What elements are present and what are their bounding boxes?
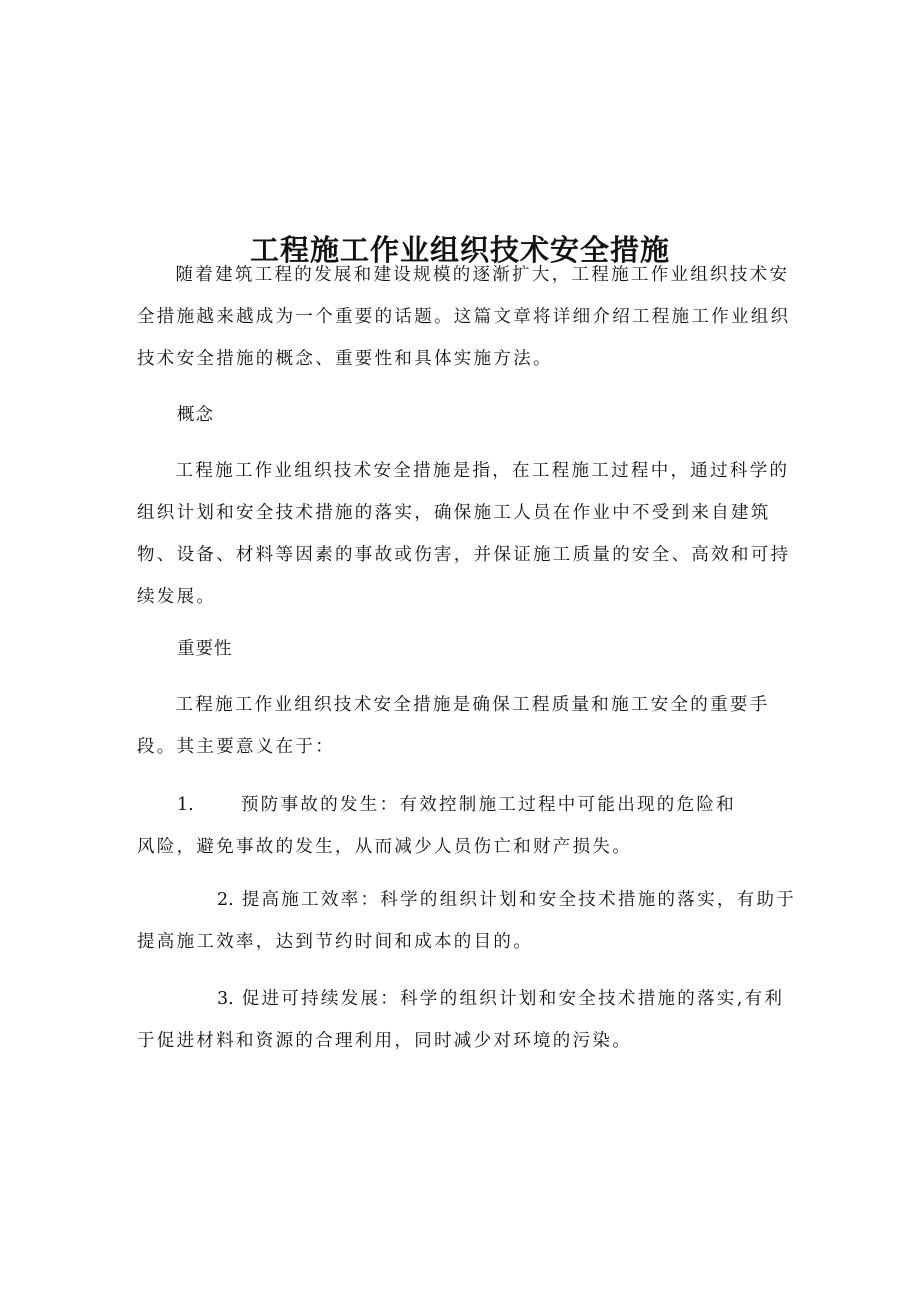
intro-paragraph: 随着建筑工程的发展和建设规模的逐渐扩大，工程施工作业组织技术安全措施越来越成为一个重要的话题。这篇文章将详细介绍工程施工作业组织技术安全措施的概念、重要性和具体实施方法。 — [137, 265, 791, 369]
list-item-text: 促进可持续发展：科学的组织计划和安全技术措施的落实,有利于促进材料和资源的合理利用，同时减少对环境的污染。 — [137, 989, 785, 1051]
list-item-continuation: 风险，避免事故的发生，从而减少人员伤亡和财产损失。 — [137, 837, 632, 857]
list-item — [137, 978, 797, 1062]
list-item — [137, 879, 797, 963]
concept-heading: 概念 — [177, 405, 214, 425]
list-item-text: 预防事故的发生：有效控制施工过程中可能出现的危险和 — [241, 795, 736, 815]
list-item — [137, 784, 797, 868]
concept-paragraph: 工程施工作业组织技术安全措施是指，在工程施工过程中，通过科学的组织计划和安全技术措施的落实，确保施工人员在作业中不受到来自建筑物、设备、材料等因素的事故或伤害，并保证施工质量的安全、高效和可持续发展。 — [137, 461, 791, 607]
document-title: 工程施工作业组织技术安全措施 — [249, 233, 670, 268]
list-item-number: 1. — [177, 795, 194, 815]
importance-heading: 重要性 — [177, 639, 233, 659]
list-item-number: 3. — [217, 989, 234, 1009]
list-item-text: 提高施工效率：科学的组织计划和安全技术措施的落实，有助于提高施工效率，达到节约时间和成本的目的。 — [137, 890, 797, 952]
list-item-first-line — [137, 784, 797, 826]
importance-paragraph: 工程施工作业组织技术安全措施是确保工程质量和施工安全的重要手段。其主要意义在于： — [137, 695, 770, 757]
list-item-number: 2. — [217, 890, 234, 910]
